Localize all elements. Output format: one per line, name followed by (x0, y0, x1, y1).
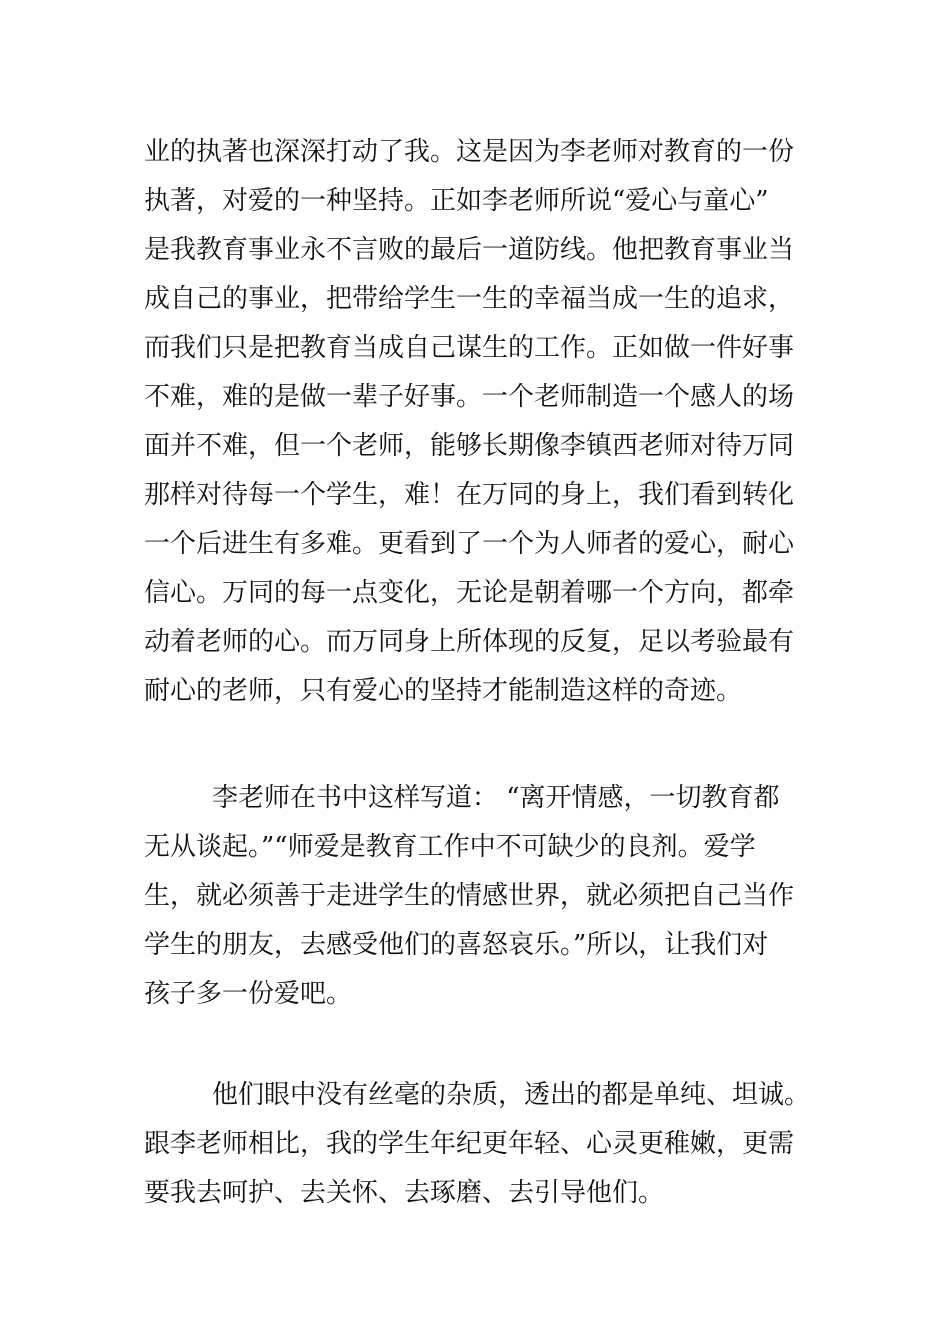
text-line: 动着老师的心。而万同身上所体现的反复，足以考验最有 (144, 627, 795, 657)
text-line: 耐心的老师，只有爱心的坚持才能制造这样的奇迹。 (144, 676, 743, 706)
text-line-indented: 李老师在书中这样写道： “离开情感，一切教育都 (212, 783, 780, 813)
text-line: 孩子多一份爱吧。 (144, 979, 353, 1009)
text-line: 不难，难的是做一辈子好事。一个老师制造一个感人的场 (144, 382, 795, 412)
paragraph-1 (144, 128, 816, 716)
text-line: 执著，对爱的一种坚持。正如李老师所说“爱心与童心” (144, 186, 769, 216)
paragraph-3 (144, 1071, 816, 1218)
text-line: 要我去呵护、去关怀、去琢磨、去引导他们。 (144, 1178, 665, 1208)
text-line: 业的执著也深深打动了我。这是因为李老师对教育的一份 (144, 137, 795, 167)
text-line: 生，就必须善于走进学生的情感世界，就必须把自己当作 (144, 881, 795, 911)
text-line: 而我们只是把教育当成自己谋生的工作。正如做一件好事 (144, 333, 795, 363)
text-line: 一个后进生有多难。更看到了一个为人师者的爱心，耐心 (144, 529, 795, 559)
text-line: 跟李老师相比，我的学生年纪更年轻、心灵更稚嫩，更需 (144, 1129, 795, 1159)
text-line: 那样对待每一个学生，难！在万同的身上，我们看到转化 (144, 480, 795, 510)
paragraph-2 (144, 774, 816, 1019)
text-line: 面并不难，但一个老师，能够长期像李镇西老师对待万同 (144, 431, 795, 461)
text-line: 无从谈起。”“师爱是教育工作中不可缺少的良剂。爱学 (144, 832, 756, 862)
text-line: 是我教育事业永不言败的最后一道防线。他把教育事业当 (144, 235, 795, 265)
text-line-indented: 他们眼中没有丝毫的杂质，透出的都是单纯、坦诚。 (212, 1080, 811, 1110)
text-line: 学生的朋友，去感受他们的喜怒哀乐。”所以，让我们对 (144, 930, 769, 960)
text-line: 成自己的事业，把带给学生一生的幸福当成一生的追求， (144, 284, 795, 314)
text-line: 信心。万同的每一点变化，无论是朝着哪一个方向，都牵 (144, 578, 795, 608)
